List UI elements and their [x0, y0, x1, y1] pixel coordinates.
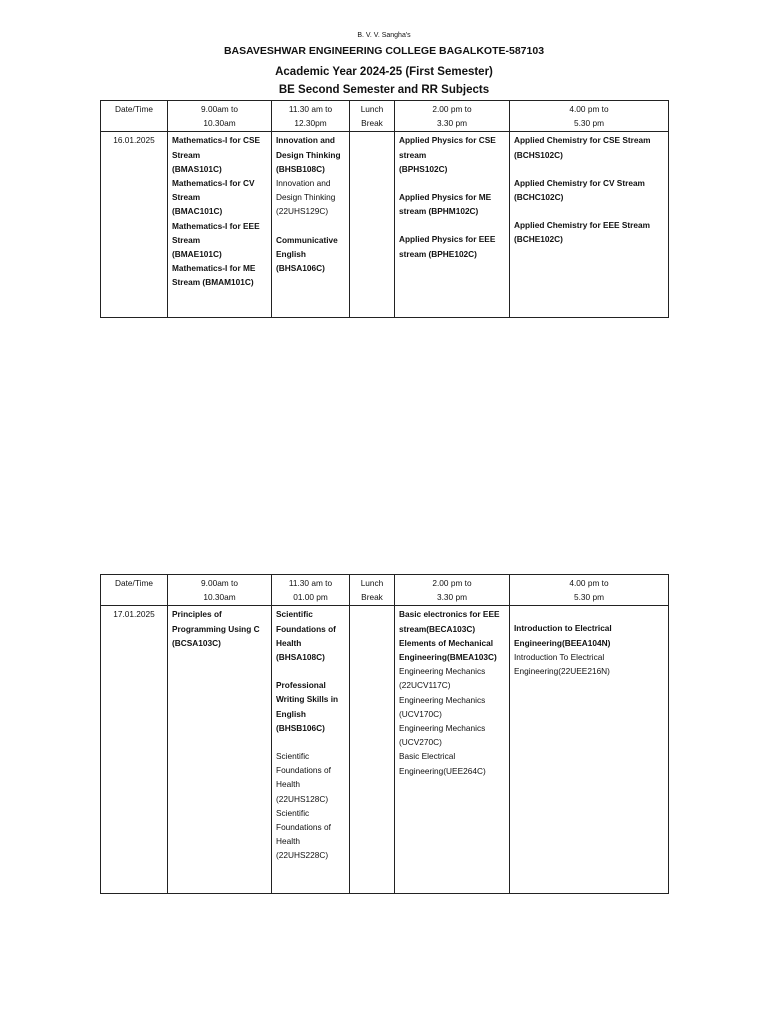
lunch-cell — [350, 606, 395, 894]
header-slot-4: 4.00 pm to 5.30 pm — [510, 575, 669, 606]
timetable-16-01-2025 — [100, 100, 669, 318]
header-slot-1: 9.00am to 10.30am — [168, 101, 272, 132]
lunch-cell — [350, 132, 395, 318]
header-slot-2: 11.30 am to 12.30pm — [272, 101, 350, 132]
header-slot-4: 4.00 pm to 5.30 pm — [510, 101, 669, 132]
college-name: BASAVESHWAR ENGINEERING COLLEGE BAGALKOTE-587103 — [223, 45, 545, 57]
table-header-row — [101, 575, 669, 606]
slot-3-cell: Applied Physics for CSE stream (BPHS102C) Applied Physics for ME stream (BPHM102C) Applied Physics for EEE stream (BPHE102C) — [395, 132, 510, 318]
header-lunch-break: Lunch Break — [350, 101, 395, 132]
slot-4-cell: Applied Chemistry for CSE Stream (BCHS102C) Applied Chemistry for CV Stream (BCHC102C) Applied Chemistry for EEE Stream (BCHE102C) — [510, 132, 669, 318]
header-date-time: Date/Time — [101, 575, 168, 606]
header-slot-1: 9.00am to 10.30am — [168, 575, 272, 606]
header-slot-3: 2.00 pm to 3.30 pm — [395, 101, 510, 132]
date-cell: 16.01.2025 — [101, 132, 168, 318]
header-slot-2: 11.30 am to 01.00 pm — [272, 575, 350, 606]
timetable-17-01-2025 — [100, 574, 669, 894]
slot-3-cell: Basic electronics for EEE stream(BECA103C) Elements of Mechanical Engineering(BMEA103C) Engineering Mechanics (22UCV117C) Engineering Mechanics (UCV170C) Engineering Mechanics (UCV270C) Basic Electrical Engineering(UEE264C) — [395, 606, 510, 894]
slot-2-cell: Scientific Foundations of Health (BHSA108C) Professional Writing Skills in English (BHSB106C) Scientific Foundations of Health (22UHS128C) Scientific Foundations of Health (22UHS228C) — [272, 606, 350, 894]
slot-4-cell: Introduction to Electrical Engineering(BEEA104N) Introduction To Electrical Engineering(22UEE216N) — [510, 606, 669, 894]
academic-year-title: Academic Year 2024-25 (First Semester) — [275, 66, 493, 78]
slot-2-cell: Innovation and Design Thinking (BHSB108C) Innovation and Design Thinking (22UHS129C) Communicative English (BHSA106C) — [272, 132, 350, 318]
semester-title: BE Second Semester and RR Subjects — [278, 84, 490, 96]
slot-1-cell: Principles of Programming Using C (BCSA103C) — [168, 606, 272, 894]
sangha-name: B. V. V. Sangha's — [357, 32, 411, 39]
header-date-time: Date/Time — [101, 101, 168, 132]
table-header-row — [101, 101, 669, 132]
date-cell: 17.01.2025 — [101, 606, 168, 894]
header-slot-3: 2.00 pm to 3.30 pm — [395, 575, 510, 606]
table-row — [101, 132, 669, 318]
table-row — [101, 606, 669, 894]
header-lunch-break: Lunch Break — [350, 575, 395, 606]
slot-1-cell: Mathematics-I for CSE Stream (BMAS101C) Mathematics-I for CV Stream (BMAC101C) Mathematics-I for EEE Stream (BMAE101C) Mathematics-I for ME Stream (BMAM101C) — [168, 132, 272, 318]
